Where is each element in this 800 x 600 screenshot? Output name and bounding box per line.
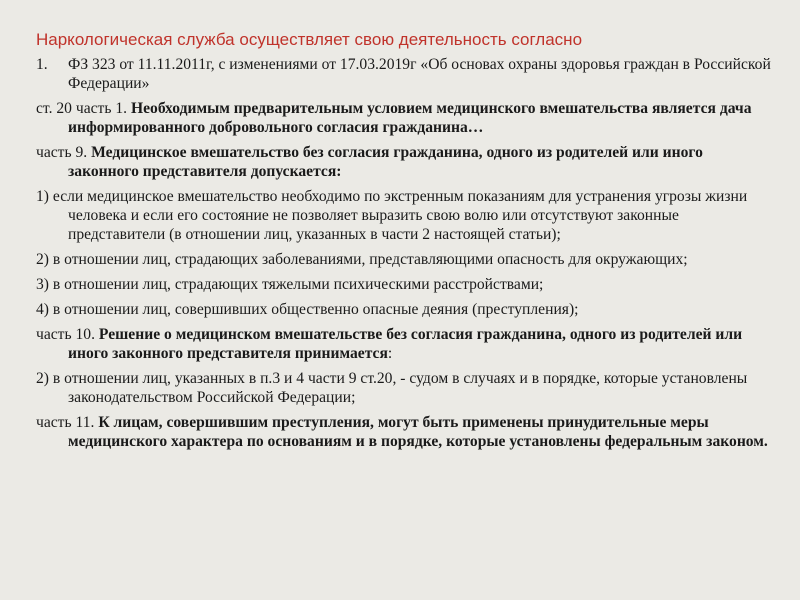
paragraph-text: 3) в отношении лиц, страдающих тяжелыми психическими расстройствами;	[36, 276, 544, 293]
paragraph-prefix: ст. 20 часть 1.	[36, 100, 131, 117]
list-item-number: 1.	[36, 56, 48, 73]
paragraph-bold: К лицам, совершившим преступления, могут быть применены принудительные меры медицинского характера по основаниям и в порядке, которые установлены федеральным законом.	[68, 414, 768, 450]
paragraph-part10	[36, 325, 772, 363]
paragraph-clause-3	[36, 275, 772, 294]
paragraph-part10-clause-2	[36, 369, 772, 407]
slide-title: Наркологическая служба осуществляет свою деятельность согласно	[36, 30, 583, 49]
list-item-text: ФЗ 323 от 11.11.2011г, с изменениями от 17.03.2019г «Об основах охраны здоровья граждан в Российской Федерации»	[68, 56, 771, 92]
paragraph-bold: Необходимым предварительным условием медицинского вмешательства является дача информированного добровольного согласия гражданина…	[68, 100, 752, 136]
paragraph-suffix: :	[387, 345, 393, 362]
paragraph-text: 2) в отношении лиц, указанных в п.3 и 4 части 9 ст.20, - судом в случаях и в порядке, которые установлены законодательством Российской Федерации;	[36, 370, 748, 406]
paragraph-part11	[36, 413, 772, 451]
paragraph-prefix: часть 10.	[36, 326, 99, 343]
paragraph-bold: Медицинское вмешательство без согласия гражданина, одного из родителей или иного законного представителя допускается:	[68, 144, 703, 180]
paragraph-part9	[36, 143, 772, 181]
paragraph-text: 2) в отношении лиц, страдающих заболеваниями, представляющими опасность для окружающих;	[36, 251, 688, 268]
list-item	[36, 55, 772, 93]
paragraph-prefix: часть 11.	[36, 414, 99, 431]
paragraph-text: 1) если медицинское вмешательство необходимо по экстренным показаниям для устранения угрозы жизни человека и если его состояние не позволяет выразить свою волю или отсутствуют законные представители (в отношении лиц, указанных в части 2 настоящей статьи);	[36, 188, 748, 243]
paragraph-art20-part1	[36, 99, 772, 137]
paragraph-prefix: часть 9.	[36, 144, 92, 161]
paragraph-clause-2	[36, 250, 772, 269]
paragraph-bold: Решение о медицинском вмешательстве без согласия гражданина, одного из родителей или иного законного представителя принимается	[68, 326, 743, 362]
paragraph-clause-4	[36, 300, 772, 319]
paragraph-text: 4) в отношении лиц, совершивших общественно опасные деяния (преступления);	[36, 301, 579, 318]
paragraph-clause-1	[36, 187, 772, 244]
